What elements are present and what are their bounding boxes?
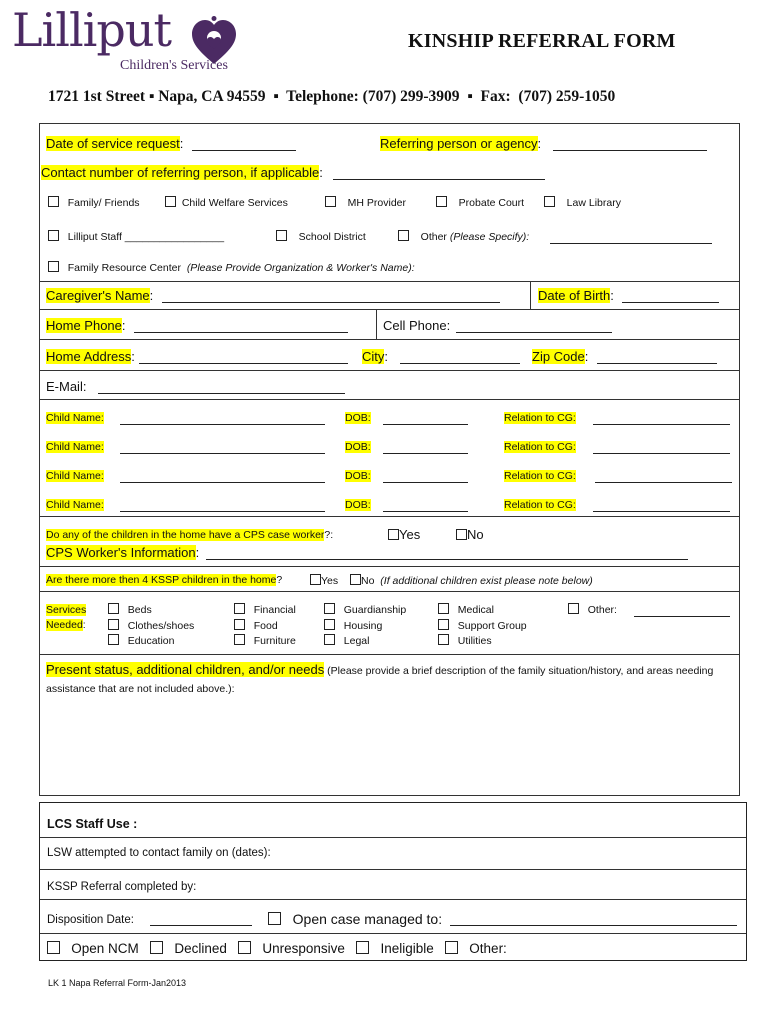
child-welfare-label: Child Welfare Services — [181, 197, 288, 209]
child-dob-label: DOB: — [345, 412, 371, 424]
open-ncm-checkbox[interactable] — [47, 941, 60, 954]
mh-provider-label: MH Provider — [347, 197, 407, 209]
logo-subtitle: Children's Services — [120, 58, 228, 73]
address-line: 1721 1st Street ▪ Napa, CA 94559 ▪ Telephone: (707) 299-3909 ▪ Fax: (707) 259-1050 — [48, 88, 616, 105]
child-name-label: Child Name: — [46, 499, 104, 511]
legal-label: Legal — [343, 635, 370, 647]
furniture-label: Furniture — [253, 635, 296, 647]
present-status-description: (Please provide a brief description of the family situation/history, and areas needing assistance that are not included above.): — [46, 665, 714, 695]
family-friends-checkbox[interactable] — [48, 196, 59, 207]
city-field[interactable] — [400, 351, 520, 364]
services-col-2 — [234, 603, 296, 650]
family-friends-label: Family/ Friends — [67, 197, 140, 209]
cps-question-label: Do any of the children in the home have a CPS case worker — [46, 529, 325, 541]
form-code-footer: LK 1 Napa Referral Form-Jan2013 — [48, 978, 187, 988]
email-label: E-Mail: — [46, 379, 87, 394]
child-welfare-checkbox[interactable] — [165, 196, 176, 207]
other-source-field[interactable] — [550, 231, 712, 244]
child-name-label: Child Name: — [46, 441, 104, 453]
open-case-field[interactable] — [450, 913, 737, 926]
staff-use-title: LCS Staff Use : — [47, 817, 138, 831]
law-library-label: Law Library — [566, 197, 621, 209]
form-title: KINSHIP REFERRAL FORM — [408, 30, 676, 52]
unresponsive-label: Unresponsive — [262, 941, 345, 956]
furniture-checkbox[interactable] — [234, 634, 245, 645]
referring-person-field[interactable] — [553, 138, 707, 151]
ineligible-label: Ineligible — [380, 941, 434, 956]
beds-checkbox[interactable] — [108, 603, 119, 614]
present-status-textarea[interactable] — [46, 699, 731, 789]
medical-checkbox[interactable] — [438, 603, 449, 614]
financial-checkbox[interactable] — [234, 603, 245, 614]
child-dob-label: DOB: — [345, 499, 371, 511]
probate-court-checkbox[interactable] — [436, 196, 447, 207]
child-dob-label: DOB: — [345, 441, 371, 453]
disposition-date-field[interactable] — [150, 913, 252, 926]
other-service-field[interactable] — [634, 604, 730, 617]
frc-checkbox[interactable] — [48, 261, 59, 272]
school-district-label: School District — [298, 231, 366, 243]
city-label: City — [362, 349, 385, 364]
child-name-field[interactable] — [120, 470, 325, 483]
guardianship-label: Guardianship — [343, 604, 407, 616]
services-col-3 — [324, 603, 406, 650]
caregiver-dob-label: Date of Birth — [538, 288, 611, 303]
present-status-label: Present status, additional children, and/or needs — [46, 662, 325, 677]
child-name-field[interactable] — [120, 499, 325, 512]
other-specify-label: (Please Specify): — [449, 231, 530, 243]
referring-person-label: Referring person or agency — [380, 136, 538, 151]
child-relation-label: Relation to CG: — [504, 499, 576, 511]
lilliput-logo — [12, 3, 242, 78]
probate-court-label: Probate Court — [458, 197, 525, 209]
contact-attempt-label: LSW attempted to contact family on (dates): — [47, 847, 271, 859]
cps-no-checkbox[interactable] — [456, 529, 467, 540]
legal-checkbox[interactable] — [324, 634, 335, 645]
present-status-block — [46, 661, 731, 698]
utilities-checkbox[interactable] — [438, 634, 449, 645]
law-library-checkbox[interactable] — [544, 196, 555, 207]
contact-number-field[interactable] — [333, 167, 545, 180]
home-address-field[interactable] — [139, 351, 348, 364]
child-name-field[interactable] — [120, 441, 325, 454]
clothes-checkbox[interactable] — [108, 619, 119, 630]
open-ncm-label: Open NCM — [71, 941, 139, 956]
kssp-note: (If additional children exist please note below) — [380, 575, 593, 587]
home-phone-label: Home Phone — [46, 318, 122, 333]
disposition-date-label: Disposition Date: — [47, 914, 134, 926]
other-source-label: Other — [420, 231, 447, 243]
child-relation-field[interactable] — [593, 441, 730, 454]
other-disposition-label: Other: — [469, 941, 507, 956]
clothes-label: Clothes/shoes — [127, 619, 195, 632]
medical-label: Medical — [457, 604, 494, 616]
financial-label: Financial — [253, 604, 296, 616]
email-field[interactable] — [98, 381, 345, 394]
ineligible-checkbox[interactable] — [356, 941, 369, 954]
unresponsive-checkbox[interactable] — [238, 941, 251, 954]
services-label: Services — [46, 604, 87, 616]
disposition-options — [47, 941, 507, 956]
child-dob-field[interactable] — [383, 499, 468, 512]
beds-label: Beds — [127, 604, 152, 616]
caregiver-dob-field[interactable] — [622, 290, 719, 303]
services-col-4 — [438, 603, 527, 650]
cell-phone-label: Cell Phone: — [383, 318, 451, 333]
child-relation-field[interactable] — [595, 470, 732, 483]
date-of-service-field[interactable] — [192, 138, 296, 151]
child-relation-field[interactable] — [593, 412, 730, 425]
cps-worker-field[interactable] — [206, 547, 688, 560]
food-checkbox[interactable] — [234, 619, 245, 630]
guardianship-checkbox[interactable] — [324, 603, 335, 614]
support-group-checkbox[interactable] — [438, 619, 449, 630]
child-name-label: Child Name: — [46, 412, 104, 424]
other-disposition-checkbox[interactable] — [445, 941, 458, 954]
logo-wordmark: Lilliput — [12, 3, 171, 57]
zip-code-field[interactable] — [597, 351, 717, 364]
caregiver-name-label: Caregiver's Name — [46, 288, 150, 303]
child-relation-label: Relation to CG: — [504, 441, 576, 453]
child-name-field[interactable] — [120, 412, 325, 425]
cps-yes-label: Yes — [399, 527, 421, 542]
staff-use-box — [39, 802, 747, 961]
child-name-label: Child Name: — [46, 470, 104, 482]
education-label: Education — [127, 635, 175, 647]
declined-label: Declined — [174, 941, 227, 956]
other-source-checkbox[interactable] — [398, 230, 409, 241]
housing-checkbox[interactable] — [324, 619, 335, 630]
cps-yes-checkbox[interactable] — [388, 529, 399, 540]
kssp-yes-checkbox[interactable] — [310, 574, 321, 585]
date-of-service-label: Date of service request — [46, 136, 180, 151]
mh-provider-checkbox[interactable] — [325, 196, 336, 207]
home-address-label: Home Address — [46, 349, 132, 364]
kssp-no-checkbox[interactable] — [350, 574, 361, 585]
lilliput-staff-checkbox[interactable] — [48, 230, 59, 241]
cps-worker-label: CPS Worker's Information — [46, 545, 196, 560]
caregiver-name-field[interactable] — [162, 290, 500, 303]
kssp-no-label: No — [361, 575, 375, 587]
child-relation-label: Relation to CG: — [504, 412, 576, 424]
open-case-label: Open case managed to: — [292, 911, 443, 927]
housing-label: Housing — [343, 619, 383, 632]
needed-label: Needed — [46, 619, 83, 631]
zip-code-label: Zip Code — [532, 349, 585, 364]
frc-note: (Please Provide Organization & Worker's Name): — [186, 262, 415, 274]
other-service-checkbox[interactable] — [568, 603, 579, 614]
services-col-1 — [108, 603, 194, 650]
home-phone-field[interactable] — [134, 320, 348, 333]
frc-label: Family Resource Center — [67, 262, 181, 274]
child-dob-field[interactable] — [383, 441, 468, 454]
kssp-question-label: Are there more then 4 KSSP children in the home — [46, 574, 277, 586]
education-checkbox[interactable] — [108, 634, 119, 645]
child-relation-field[interactable] — [593, 499, 730, 512]
child-dob-field[interactable] — [383, 470, 468, 483]
kssp-completed-label: KSSP Referral completed by: — [47, 881, 197, 893]
cell-phone-field[interactable] — [456, 320, 612, 333]
school-district-checkbox[interactable] — [276, 230, 287, 241]
food-label: Food — [253, 619, 278, 632]
contact-number-label: Contact number of referring person, if applicable — [41, 165, 320, 180]
kssp-yes-label: Yes — [321, 575, 339, 587]
child-dob-label: DOB: — [345, 470, 371, 482]
support-group-label: Support Group — [457, 619, 527, 632]
utilities-label: Utilities — [457, 635, 492, 647]
other-service-label: Other: — [587, 604, 617, 616]
open-case-checkbox[interactable] — [268, 912, 281, 925]
lilliput-staff-label: Lilliput Staff _________________ — [67, 231, 225, 243]
child-dob-field[interactable] — [383, 412, 468, 425]
child-relation-label: Relation to CG: — [504, 470, 576, 482]
declined-checkbox[interactable] — [150, 941, 163, 954]
cps-no-label: No — [467, 527, 484, 542]
referral-form-box: Date of service request: Referring person or agency: Contact number of referring person, if applicable: Family/ Friends Child Welfare Services MH Provider Probate Court Law Library Lilliput Staff _________________ School District Other (Please Specify): Family Resource Center (Please Provide Organization & Worker's Name): Caregiver's Name: Date of Birth: Home Phone: Cell Phone: Home Address: City: Zip Code: E-Mail: Child Name: DOB: Relation to CG: Child Name: DOB: Relation to CG: Child Name: DOB: Relation to CG: Child Name: DOB: Relation to CG: Do any of the children in the home have a CPS case worker?: Yes No CPS Worker's Information: Are there more then 4 KSSP children in the home? Yes No (If additional children exist please note below) Services Needed: Beds Clothes/shoes Education Financial Food Furniture Guardianship Housing Legal Medical Support Group Utilities Other: Present status, additional children, and/or needs (Please provide a brief description of the family situation/history, and areas needing assistance that are not included above.): — [39, 123, 740, 796]
